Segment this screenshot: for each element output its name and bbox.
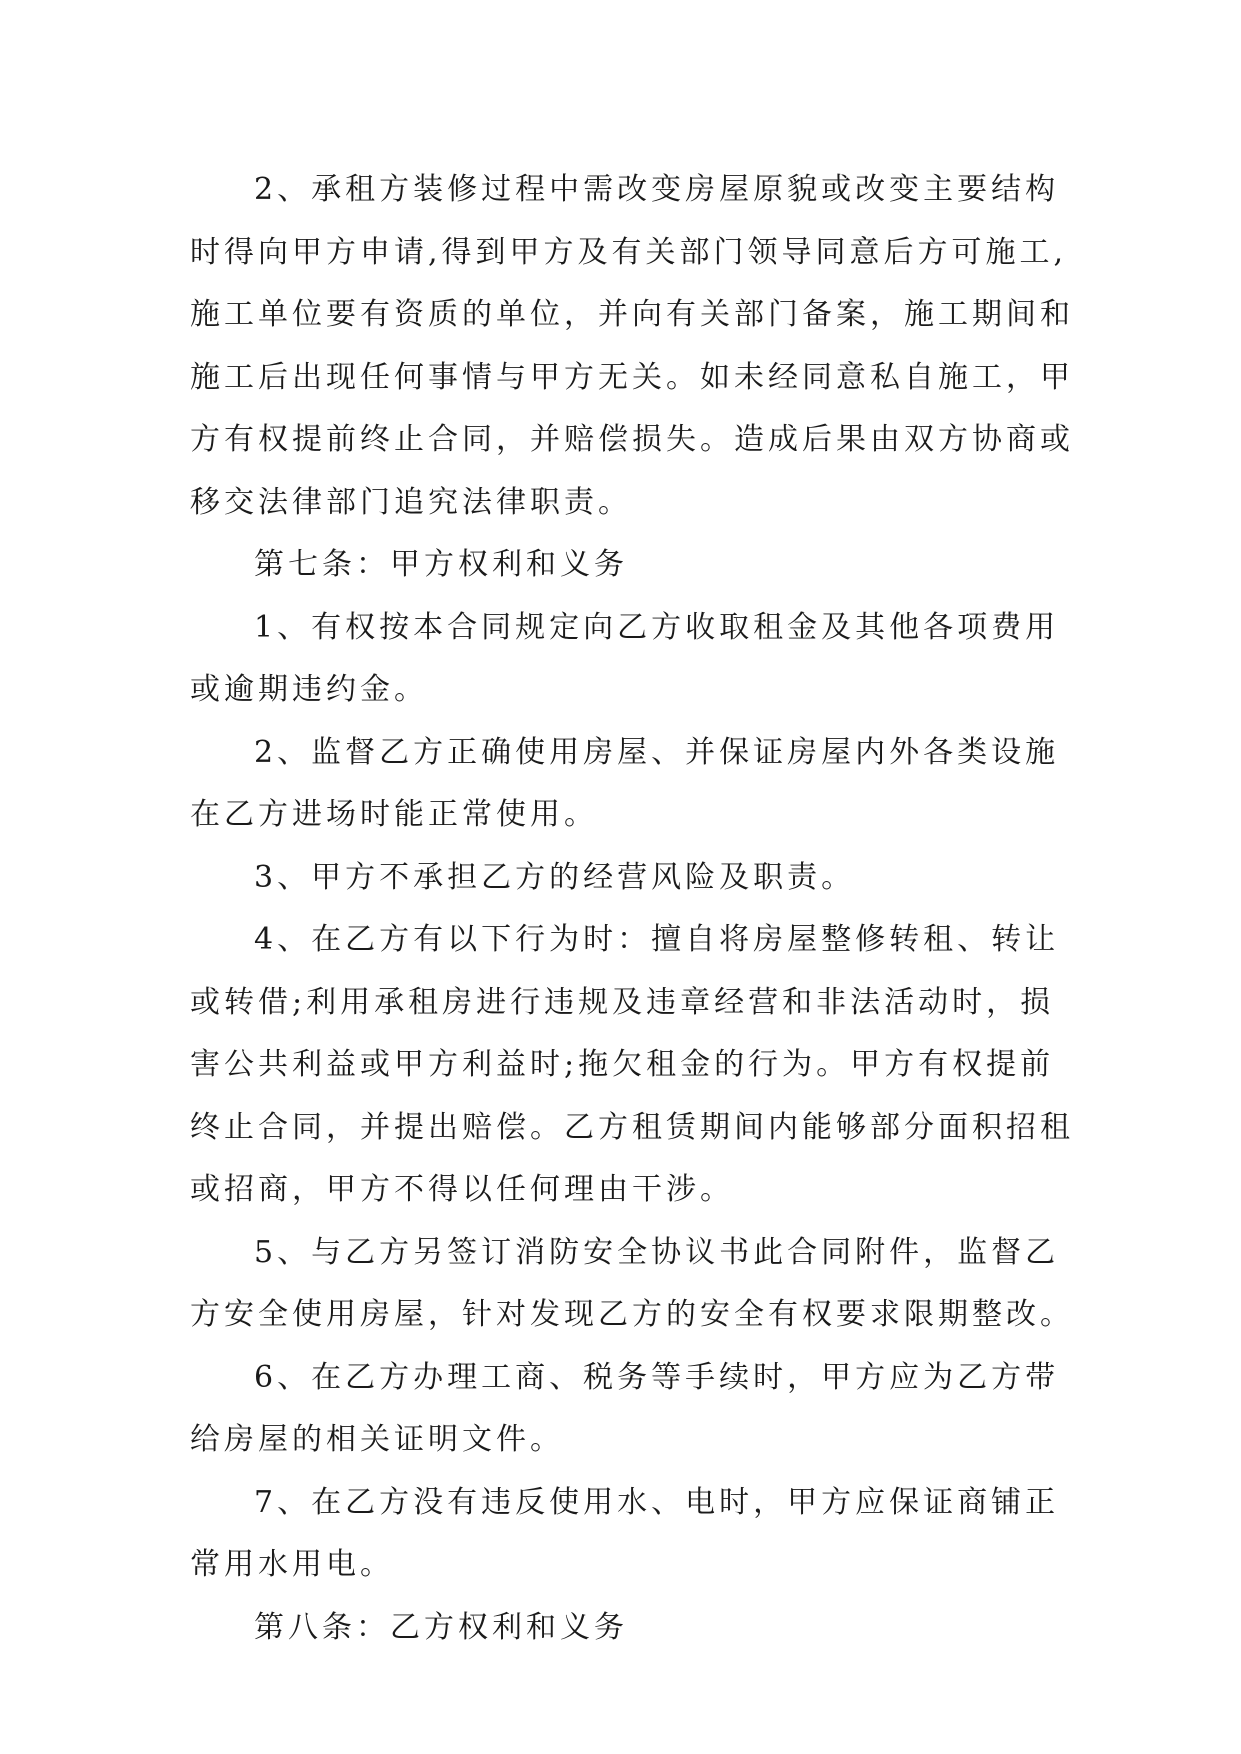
text-line: 5、与乙方另签订消防安全协议书此合同附件，监督乙 [254,1234,1060,1270]
text-line: 3、甲方不承担乙方的经营风险及职责。 [254,859,856,895]
text-line: 常用水用电。 [190,1547,394,1582]
section-heading: 第七条：甲方权利和义务 [254,547,628,582]
text-line: 4、在乙方有以下行为时：擅自将房屋整修转租、转让 [254,922,1060,957]
text-line: 1、有权按本合同规定向乙方收取租金及其他各项费用 [254,609,1060,645]
document-body [190,159,1074,1659]
text-line: 或逾期违约金。 [190,672,428,707]
text-line: 或招商，甲方不得以任何理由干涉。 [190,1172,734,1207]
text-line: 6、在乙方办理工商、税务等手续时，甲方应为乙方带 [254,1359,1060,1395]
text-line: 终止合同，并提出赔偿。乙方租赁期间内能够部分面积招租 [190,1109,1074,1145]
text-line: 时得向甲方申请,得到甲方及有关部门领导同意后方可施工, [190,234,1068,270]
text-line: 方有权提前终止合同，并赔偿损失。造成后果由双方协商或 [190,422,1074,457]
text-line: 施工后出现任何事情与甲方无关。如未经同意私自施工，甲 [190,359,1074,395]
text-line: 施工单位要有资质的单位，并向有关部门备案，施工期间和 [190,297,1074,332]
text-line: 2、承租方装修过程中需改变房屋原貌或改变主要结构 [254,172,1060,207]
text-line: 移交法律部门追究法律职责。 [190,484,632,520]
text-line: 给房屋的相关证明文件。 [190,1422,564,1457]
text-line: 害公共利益或甲方利益时;拖欠租金的行为。甲方有权提前 [190,1047,1055,1082]
text-line: 或转借;利用承租房进行违规及违章经营和非法活动时，损 [190,984,1055,1020]
section-heading: 第八条：乙方权利和义务 [254,1609,628,1645]
text-line: 方安全使用房屋，针对发现乙方的安全有权要求限期整改。 [190,1297,1074,1332]
text-line: 2、监督乙方正确使用房屋、并保证房屋内外各类设施 [254,734,1060,770]
text-line: 在乙方进场时能正常使用。 [190,797,598,832]
text-line: 7、在乙方没有违反使用水、电时，甲方应保证商铺正 [254,1484,1060,1520]
